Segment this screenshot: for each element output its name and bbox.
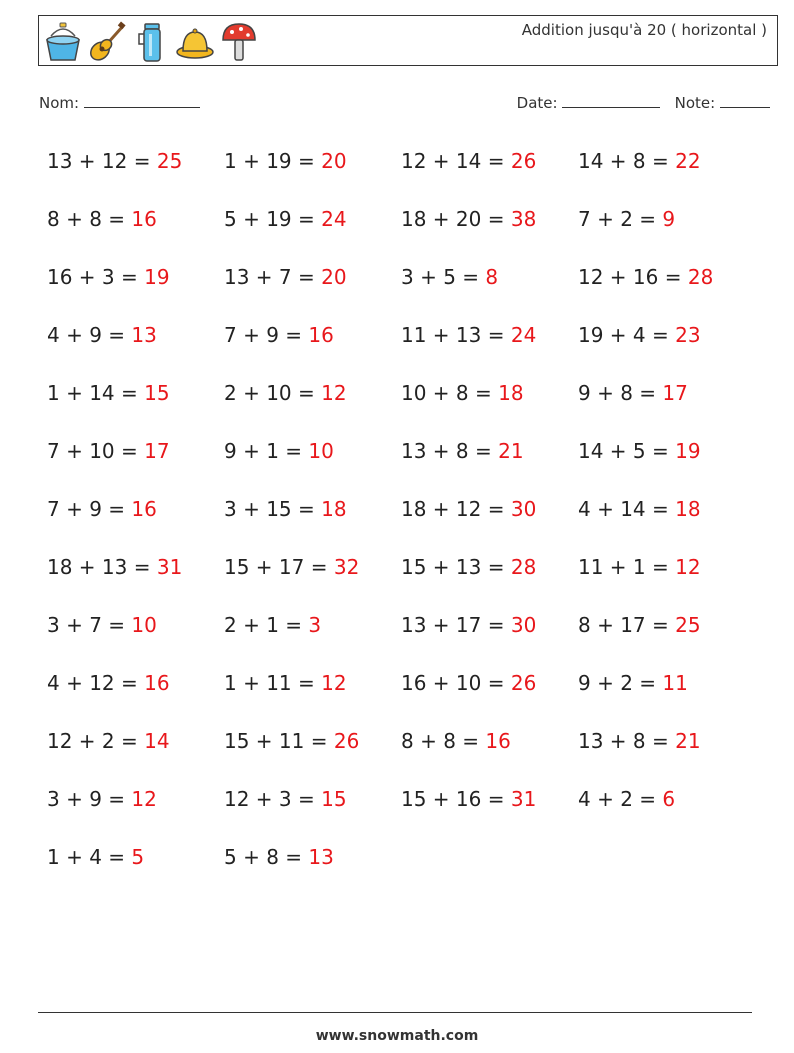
problem-answer: 6 — [662, 787, 676, 811]
guitar-icon — [87, 20, 127, 64]
problem-answer: 10 — [131, 613, 157, 637]
problem-cell — [47, 770, 224, 828]
problem-answer: 26 — [333, 729, 360, 753]
problem-question: 14 + 5 = — [578, 439, 676, 463]
problem-cell — [47, 480, 224, 538]
problem-question: 2 + 10 = — [224, 381, 322, 405]
problem-cell — [401, 712, 578, 770]
problem-question: 4 + 2 = — [578, 787, 663, 811]
problem-answer: 19 — [144, 265, 170, 289]
problem-question: 13 + 12 = — [47, 149, 157, 173]
problem-question: 13 + 8 = — [401, 439, 499, 463]
problem-question: 18 + 13 = — [47, 555, 157, 579]
problem-answer: 28 — [687, 265, 714, 289]
problem-cell — [578, 248, 755, 306]
problem-cell — [401, 538, 578, 596]
problem-question: 9 + 8 = — [578, 381, 663, 405]
bucket-icon — [43, 20, 83, 64]
problem-cell — [401, 654, 578, 712]
problem-cell — [224, 480, 401, 538]
problem-cell — [578, 364, 755, 422]
worksheet-title: Addition jusqu'à 20 ( horizontal ) — [521, 21, 767, 39]
problem-question: 8 + 8 = — [47, 207, 132, 231]
problem-cell — [224, 248, 401, 306]
problem-answer: 10 — [308, 439, 334, 463]
problem-question: 12 + 16 = — [578, 265, 688, 289]
problem-answer: 13 — [131, 323, 157, 347]
problem-question: 18 + 12 = — [401, 497, 511, 521]
problem-cell — [578, 712, 755, 770]
problem-cell — [224, 422, 401, 480]
problem-cell — [401, 422, 578, 480]
problem-answer: 21 — [675, 729, 701, 753]
problem-question: 11 + 13 = — [401, 323, 511, 347]
problem-answer: 16 — [144, 671, 170, 695]
problem-cell — [224, 828, 401, 886]
problem-cell — [401, 596, 578, 654]
name-label: Nom: — [39, 94, 80, 112]
problem-cell — [401, 770, 578, 828]
problem-cell — [47, 654, 224, 712]
problem-answer: 15 — [321, 787, 347, 811]
problem-row — [47, 712, 767, 770]
date-line — [562, 93, 660, 108]
problem-cell — [47, 306, 224, 364]
problem-answer: 26 — [510, 671, 537, 695]
problem-question: 15 + 13 = — [401, 555, 511, 579]
problem-question: 5 + 19 = — [224, 207, 322, 231]
note-label: Note: — [674, 94, 716, 112]
problem-cell — [224, 132, 401, 190]
problem-cell — [401, 480, 578, 538]
problem-answer: 12 — [321, 671, 347, 695]
problem-answer: 14 — [144, 729, 170, 753]
problem-cell — [224, 712, 401, 770]
footer-url: www.snowmath.com — [315, 1028, 479, 1044]
problem-row — [47, 770, 767, 828]
problem-question: 1 + 19 = — [224, 149, 322, 173]
problem-cell — [578, 770, 755, 828]
problem-answer: 18 — [498, 381, 524, 405]
problem-question: 14 + 8 = — [578, 149, 676, 173]
problem-cell — [578, 596, 755, 654]
problem-question: 4 + 14 = — [578, 497, 676, 521]
problem-answer: 31 — [510, 787, 537, 811]
problem-answer: 28 — [510, 555, 537, 579]
problem-row — [47, 190, 767, 248]
problem-answer: 26 — [510, 149, 537, 173]
problem-question: 1 + 14 = — [47, 381, 145, 405]
problem-answer: 20 — [321, 149, 347, 173]
problem-question: 7 + 2 = — [578, 207, 663, 231]
problem-question: 1 + 4 = — [47, 845, 132, 869]
problem-cell — [578, 132, 755, 190]
problem-row — [47, 828, 767, 886]
problem-answer: 22 — [675, 149, 701, 173]
problem-question: 4 + 9 = — [47, 323, 132, 347]
problem-question: 7 + 9 = — [47, 497, 132, 521]
problem-cell — [224, 596, 401, 654]
thermos-icon — [131, 20, 171, 64]
problem-answer: 9 — [662, 207, 676, 231]
problem-cell — [47, 596, 224, 654]
problem-cell — [578, 306, 755, 364]
problem-question: 12 + 14 = — [401, 149, 511, 173]
problem-question: 9 + 1 = — [224, 439, 309, 463]
problem-question: 5 + 8 = — [224, 845, 309, 869]
problem-question: 11 + 1 = — [578, 555, 676, 579]
problem-cell — [224, 654, 401, 712]
problem-cell — [578, 190, 755, 248]
problem-question: 3 + 5 = — [401, 265, 486, 289]
problem-row — [47, 306, 767, 364]
date-label: Date: — [516, 94, 558, 112]
problem-cell — [47, 132, 224, 190]
problem-question: 3 + 15 = — [224, 497, 322, 521]
problem-grid — [47, 132, 767, 886]
problem-cell — [578, 422, 755, 480]
problem-answer: 19 — [675, 439, 701, 463]
problem-cell — [47, 422, 224, 480]
problem-answer: 3 — [308, 613, 322, 637]
problem-answer: 12 — [131, 787, 157, 811]
problem-answer: 17 — [662, 381, 688, 405]
problem-answer: 30 — [510, 497, 537, 521]
problem-question: 3 + 9 = — [47, 787, 132, 811]
problem-cell — [47, 828, 224, 886]
problem-answer: 38 — [510, 207, 537, 231]
problem-answer: 16 — [485, 729, 511, 753]
problem-answer: 8 — [485, 265, 499, 289]
mushroom-icon — [219, 20, 259, 64]
problem-cell — [401, 364, 578, 422]
problem-answer: 32 — [333, 555, 360, 579]
problem-question: 1 + 11 = — [224, 671, 322, 695]
problem-question: 8 + 8 = — [401, 729, 486, 753]
problem-answer: 16 — [131, 207, 157, 231]
header-box — [38, 15, 778, 66]
problem-answer: 31 — [156, 555, 183, 579]
problem-cell — [401, 306, 578, 364]
date-note-fields — [517, 93, 770, 112]
problem-cell — [47, 538, 224, 596]
problem-question: 18 + 20 = — [401, 207, 511, 231]
problem-answer: 24 — [321, 207, 347, 231]
problem-cell — [401, 190, 578, 248]
problem-question: 15 + 17 = — [224, 555, 334, 579]
problem-question: 7 + 10 = — [47, 439, 145, 463]
problem-answer: 25 — [156, 149, 183, 173]
problem-answer: 20 — [321, 265, 347, 289]
problem-cell — [401, 132, 578, 190]
problem-question: 4 + 12 = — [47, 671, 145, 695]
problem-answer: 30 — [510, 613, 537, 637]
problem-question: 19 + 4 = — [578, 323, 676, 347]
note-line — [720, 93, 770, 108]
problem-question: 16 + 3 = — [47, 265, 145, 289]
problem-cell — [578, 538, 755, 596]
problem-question: 9 + 2 = — [578, 671, 663, 695]
problem-row — [47, 364, 767, 422]
problem-row — [47, 480, 767, 538]
problem-question: 16 + 10 = — [401, 671, 511, 695]
problem-row — [47, 596, 767, 654]
problem-question: 2 + 1 = — [224, 613, 309, 637]
problem-answer: 17 — [144, 439, 170, 463]
problem-cell — [224, 306, 401, 364]
problem-question: 12 + 2 = — [47, 729, 145, 753]
problem-question: 15 + 16 = — [401, 787, 511, 811]
problem-row — [47, 422, 767, 480]
problem-question: 15 + 11 = — [224, 729, 334, 753]
problem-cell — [578, 480, 755, 538]
problem-answer: 13 — [308, 845, 334, 869]
problem-cell — [224, 190, 401, 248]
problem-cell — [47, 364, 224, 422]
problem-answer: 24 — [510, 323, 537, 347]
problem-answer: 11 — [662, 671, 688, 695]
problem-answer: 18 — [321, 497, 347, 521]
problem-question: 3 + 7 = — [47, 613, 132, 637]
problem-answer: 23 — [675, 323, 701, 347]
name-field — [39, 93, 200, 112]
icon-strip — [43, 20, 259, 64]
problem-answer: 18 — [675, 497, 701, 521]
problem-answer: 21 — [498, 439, 524, 463]
problem-row — [47, 132, 767, 190]
problem-answer: 12 — [321, 381, 347, 405]
problem-answer: 25 — [675, 613, 701, 637]
name-line — [84, 93, 200, 108]
hat-icon — [175, 20, 215, 64]
problem-cell — [47, 712, 224, 770]
problem-question: 8 + 17 = — [578, 613, 676, 637]
problem-row — [47, 538, 767, 596]
problem-question: 13 + 17 = — [401, 613, 511, 637]
problem-question: 12 + 3 = — [224, 787, 322, 811]
problem-answer: 16 — [308, 323, 334, 347]
problem-cell — [578, 654, 755, 712]
footer-divider — [38, 1012, 752, 1013]
problem-question: 10 + 8 = — [401, 381, 499, 405]
problem-cell — [47, 190, 224, 248]
problem-cell — [224, 770, 401, 828]
problem-row — [47, 248, 767, 306]
problem-answer: 5 — [131, 845, 145, 869]
problem-question: 13 + 8 = — [578, 729, 676, 753]
problem-cell — [401, 248, 578, 306]
problem-cell — [224, 538, 401, 596]
problem-question: 7 + 9 = — [224, 323, 309, 347]
problem-answer: 16 — [131, 497, 157, 521]
problem-answer: 15 — [144, 381, 170, 405]
problem-question: 13 + 7 = — [224, 265, 322, 289]
problem-answer: 12 — [675, 555, 701, 579]
problem-row — [47, 654, 767, 712]
problem-cell — [47, 248, 224, 306]
problem-cell — [224, 364, 401, 422]
